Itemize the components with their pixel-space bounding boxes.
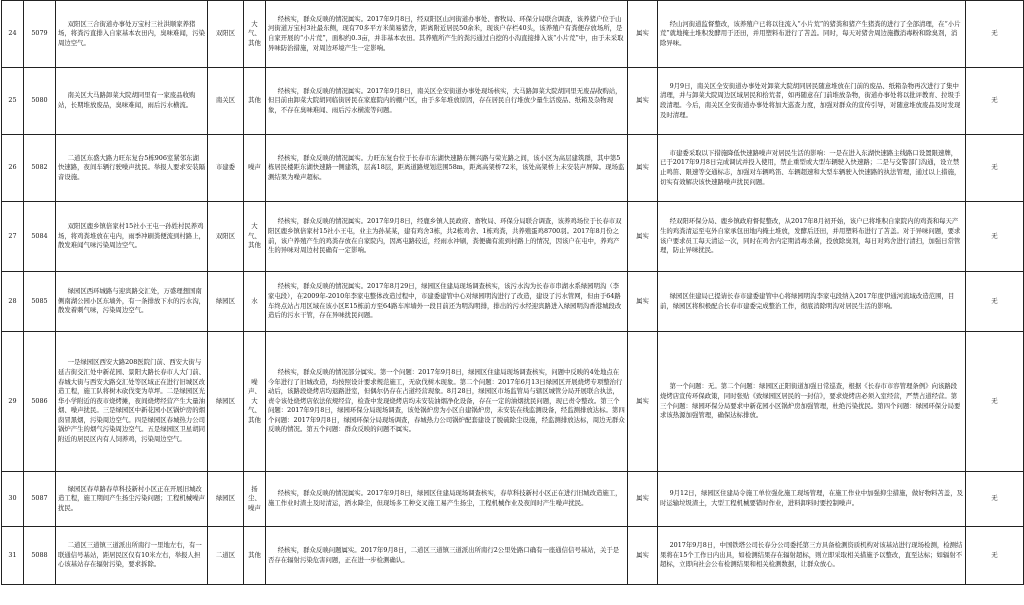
row-investigation: 经核实，群众反映的情况属实。2017年9月8日，南关区全安街道办事处现场核实，大马路卸菜大院胡同里无废品收购站，但目前由卸菜大院胡同临街居民在家庭院内的棚户区，由于多年堆放原因，存在居民自行堆放少量生活废品、纸箱及杂物现象，不存在臭味难闻、雨后污水横流等问题。 — [266, 68, 628, 135]
row-district: 绿园区 — [208, 332, 244, 472]
row-complaint-description: 二道区东盛大路力旺东复台5栋906室紧邻东湖快速路，夜间车辆行驶噪声扰民。举报人要求安装隔音设施。 — [56, 135, 208, 202]
row-handling: 经山河街道监督整改，该养殖户已将以往流入“小片荒”的猪粪和猪产生猪粪的进行了全部清理，在“小片荒”就地掩土堆积发酵用于还田，并用塑料布进行了苫盖。同时，每天对猪舍周边施撒消毒粉和除臭剂，消除异味。 — [658, 1, 966, 68]
row-case-number: 5088 — [24, 527, 56, 585]
row-responsible: 无 — [966, 472, 1024, 527]
row-investigation: 经核实，群众反映问题属实。2017年9月8日，二道区三道镇三道派出所南行2公里处路口确有一座通信信号基站，关于是否存在辐射污染危害问题，正在进一步检测确认。 — [266, 527, 628, 585]
row-investigation: 经核实，群众反映的情况部分属实。第一个问题：2017年9月8日，绿园区住建局现场调查核实，问题中反映的4处地点在今年进行了旧城改造，均按照设计要求规范施工，无砍伐树木现象。第二个问题：2017年6月13日绿园区开展烧烤专项整治行动后，该路段烧烤店均退路进室，但偶尔仍存在占道经营现象。8月28日，绿园区市场监管局与辖区城管分局开展联合执法，责令该处烧烤店依法依规经营，检查中发现烧烤店均未安装油烟净化设备，存在一定的油烟扰民问题，现已责令整改。第三个问题：2017年9月8日，绿园环保分局现场调查，该处锅炉房为小区自建锅炉房，未安装在线监测设备，经监测排放达标。第四个问题：2017年9月8日，绿园环保分局现场调查，春城热力公司锅炉配套建设了脱硫除尘设施，经监测排放达标，周边无群众反映的情况。第五个问题：群众反映的问题不属实。 — [266, 332, 628, 472]
row-seq: 30 — [2, 472, 24, 527]
row-handling: 市建委采取以下措施降低快速路噪声对居民生活的影响：一是在进入东湖快速路主线路口设置限速牌，已于2017年9月8日完成调试并投入使用，禁止重型或大型车辆驶入快速路；二是与交警部门沟通，设立禁止鸣笛、限速等交通标志，加强对车辆鸣笛、车辆超速和大型车辆驶入快速路的执法管理，通过以上措施，切实有效解决该快速路噪声扰民问题。 — [658, 135, 966, 202]
row-handling: 2017年9月8日，中国铁塔公司长春分公司委托第三方具备检测资质机构对该基站进行现场检测，检测结果将在15个工作日内出具，如检测结果存在辐射超标，则立即采取相关措施予以整改，直至达标；如辐射不超标，立即向社会公布检测结果和相关检测数据，让群众放心。 — [658, 527, 966, 585]
row-investigation: 经核实，群众反映的情况属实。2017年9月8日，绿园区住建局现场调查核实，春草科技新村小区正在进行旧城改造施工，施工作业时渣土及时清运，洒水降尘，但现场多工种交叉施工易产生扬尘，工程机械作业及夜间时产生噪声扰民。 — [266, 472, 628, 527]
row-district: 绿园区 — [208, 472, 244, 527]
table-row — [2, 1, 1024, 68]
table-row — [2, 272, 1024, 332]
row-district: 双阳区 — [208, 1, 244, 68]
table-row — [2, 68, 1024, 135]
row-complaint-description: 绿园区春草路春草科技新村小区正在开展旧城改造工程，施工期间产生扬尘污染问题；工程机械噪声扰民。 — [56, 472, 208, 527]
row-responsible: 无 — [966, 135, 1024, 202]
row-pollution-type: 扬尘、噪声 — [244, 472, 266, 527]
row-seq: 25 — [2, 68, 24, 135]
row-handling: 9月12日，绿园区住建局令施工单位强化施工现场管理，在施工作业中加强抑尘措施，做好物料苫盖，及时运输垃圾渣土，大型工程机械要错时作业，进料卸料时要控制噪声。 — [658, 472, 966, 527]
row-seq: 31 — [2, 527, 24, 585]
row-verdict: 属实 — [628, 472, 658, 527]
table-row — [2, 202, 1024, 272]
row-district: 绿园区 — [208, 272, 244, 332]
row-pollution-type: 大气、其他 — [244, 202, 266, 272]
row-verdict: 属实 — [628, 527, 658, 585]
table-row — [2, 472, 1024, 527]
table-row — [2, 135, 1024, 202]
row-pollution-type: 大气、其他 — [244, 1, 266, 68]
row-handling: 经双阳环保分局、鹿乡镇政府督促整改，从2017年8月初开始，该户已将堆积自家院内的鸡粪和每天产生的鸡粪清运至屯外自家承包田地内掩土堆放，发酵后还田，并用塑料布进行了苫盖。对于异味问题，要求该户要求员工每天清运一次，同时在鸡舍内定期消毒杀菌，投放除臭剂，每日对鸡舍进行清扫，加强日常管理，防止异味扰民。 — [658, 202, 966, 272]
row-case-number: 5080 — [24, 68, 56, 135]
row-verdict: 属实 — [628, 272, 658, 332]
row-district: 双阳区 — [208, 202, 244, 272]
row-complaint-description: 双阳区鹿乡镇倍家村15社小王屯一孙姓村民养鸡场，将鸡粪堆放在屯内，雨季冲刷粪便流到村路上，散发难闻气味污染周边空气。 — [56, 202, 208, 272]
row-investigation: 经核实，群众反映的情况属实。力旺东复台位于长春市东湖快速路东侧兴路与荣光路之间，该小区为高层建筑群，其中第5栋居民楼距东湖快速路一侧建筑，层高18层，距离道路规划范围58m，距离高架桥72米，该处高架桥上未安装声屏障。现场监测结果为噪声超标。 — [266, 135, 628, 202]
row-seq: 28 — [2, 272, 24, 332]
row-complaint-description: 双阳区三合街道办事处万宝村三社洪顺家养猪场，将粪污直排入自家基本农田内，臭味难闻，污染周边空气。 — [56, 1, 208, 68]
row-complaint-description: 南关区大马路卸菜大院胡同里有一家废品收购站，长期堆放废品，臭味难闻，雨后污水横流。 — [56, 68, 208, 135]
row-pollution-type: 水 — [244, 272, 266, 332]
table-row — [2, 527, 1024, 585]
row-case-number: 5084 — [24, 202, 56, 272]
row-case-number: 5079 — [24, 1, 56, 68]
row-pollution-type: 其他 — [244, 68, 266, 135]
row-verdict: 属实 — [628, 135, 658, 202]
row-responsible: 无 — [966, 332, 1024, 472]
row-seq: 29 — [2, 332, 24, 472]
row-seq: 26 — [2, 135, 24, 202]
row-district: 市建委 — [208, 135, 244, 202]
row-investigation: 经核实，群众反映的情况属实。2017年9月8日，经鹿乡镇人民政府、畜牧局、环保分局联合调查，该养鸡场位于长春市双阳区鹿乡镇倍家村15社小王屯，业主为孙某某，建有鸡舍3栋，共2栋鸡舍、1栋鸡粪，共养殖蛋鸡8700羽。2017年8月份之前，该户养殖产生的鸡粪存放在自家院内，因离屯路较近，经雨水冲刷，粪便确有流到村路上的情况，因该户在屯中，养鸡产生的异味对周边村民确有一定影响。 — [266, 202, 628, 272]
row-pollution-type: 噪声 — [244, 135, 266, 202]
row-pollution-type: 噪声、大气、其他 — [244, 332, 266, 472]
row-handling: 绿园区住建局已提请长春市建委建管中心将绿园明沟李家屯段纳入2017年度伊通河流域改造范围，目前，绿园区将积极配合长春市建委完成整治工作，彻底消除明沟对居民生活的影响。 — [658, 272, 966, 332]
row-responsible: 无 — [966, 202, 1024, 272]
row-verdict: 属实 — [628, 202, 658, 272]
row-responsible: 无 — [966, 68, 1024, 135]
row-handling: 9月9日，南关区全安街道办事处对卸菜大院胡同居民随意堆放在门前的废品、纸箱杂物再次进行了集中清理，并与卸菜大院周边区域居民和拾荒者，如再随意在门前堆放杂物，街道办事处将以批评教育、拉圾手段清理。今后，南关区全安街道办事处将加大巡查力度，加强对群众的宣传引导，对随意堆放废品及时发现及时清理。 — [658, 68, 966, 135]
row-complaint-description: 绿园区西环城路与迎宾路交汇处，万盛理想国南侧南湖公园小区东墙外，有一条排放下水的污水沟，散发着刺气味，污染周边空气。 — [56, 272, 208, 332]
row-seq: 27 — [2, 202, 24, 272]
row-investigation: 经核实，群众反映的情况属实。2017年8月29日，绿园区住建局现场调查核实，该污水沟为长春市串湖水系绿园明沟（李家屯段），在2009年-2010年李家屯整体改造过程中，市建委建管中心对绿园明沟进行了改造，建设了污水管网，但由于64路车终点站占用区域在该小区E15栋前方至64路车库墙外一段目前还为明沟明排，排出的污水经迎宾路进入绿园明沟香港城段改造后的污水干管，存在异味扰民问题。 — [266, 272, 628, 332]
row-investigation: 经核实，群众反映的情况属实。2017年9月8日，经双阳区山河街道办事处、畜牧局、环保分局联合调查，该养猪户位于山河街道万宝村3社最东侧，现有70多平方米简易猪舍，距离附近居民50余米，现该户存栏40头，该养殖户有粪便存放场所，是自家开展的“小片荒”，面积约0.3亩，并非基本农田。其养殖所产生的粪污通过自挖的小沟直接排入该“小片荒”中，由于未采取异味防治措施，对周边环境产生一定影响。 — [266, 1, 628, 68]
row-district: 二道区 — [208, 527, 244, 585]
table-row — [2, 332, 1024, 472]
row-case-number: 5087 — [24, 472, 56, 527]
row-responsible: 无 — [966, 527, 1024, 585]
row-responsible: 无 — [966, 1, 1024, 68]
row-responsible: 无 — [966, 272, 1024, 332]
row-pollution-type: 其他 — [244, 527, 266, 585]
row-complaint-description: 二道区三道镇三道派出所南行一里地左右，有一联通信号基站，距居民区仅有10米左右，举报人担心该基站存在辐射污染，要求拆除。 — [56, 527, 208, 585]
row-case-number: 5086 — [24, 332, 56, 472]
row-case-number: 5082 — [24, 135, 56, 202]
row-complaint-description: 一是绿园区西安大路208医院门前、西安大街与延吉街交汇处中新花园、景阳大路长春市人大门前、春城大街与西安大路交汇处等区域正在进行旧城区改造工程，施工队将树木砍伐变为草坪。二是绿园区光华小学附近的夜市烧烤摊，夜间烧烤经营产生大量油烟、噪声扰民。三是绿园区中新花园小区锅炉房的烟囱冒黑烟，污染周边空气。四是绿园区春城热力公司锅炉产生的烟气污染周边空气。五是绿园区卫星胡同附近的居民区内有人饲养鸡，污染周边空气。 — [56, 332, 208, 472]
row-verdict: 属实 — [628, 68, 658, 135]
row-verdict: 属实 — [628, 332, 658, 472]
row-case-number: 5085 — [24, 272, 56, 332]
row-district: 南关区 — [208, 68, 244, 135]
row-seq: 24 — [2, 1, 24, 68]
row-handling: 第一个问题：无。第二个问题：绿园区正阳街道加强日常巡查，根据《长春市市容管理条例》向该路段烧烤店宣传环保政策，同时张贴《致绿园区居民的一封信》，要求烧烤店必须入室经营，严禁占道经营。第三个问题：绿园环保分局要求中新花园小区锅炉房加强管理，杜绝污染扰民。第四个问题：绿园环保分局要求该热源加强管理，确保达标排放。 — [658, 332, 966, 472]
row-verdict: 属实 — [628, 1, 658, 68]
complaint-table — [1, 0, 1024, 585]
